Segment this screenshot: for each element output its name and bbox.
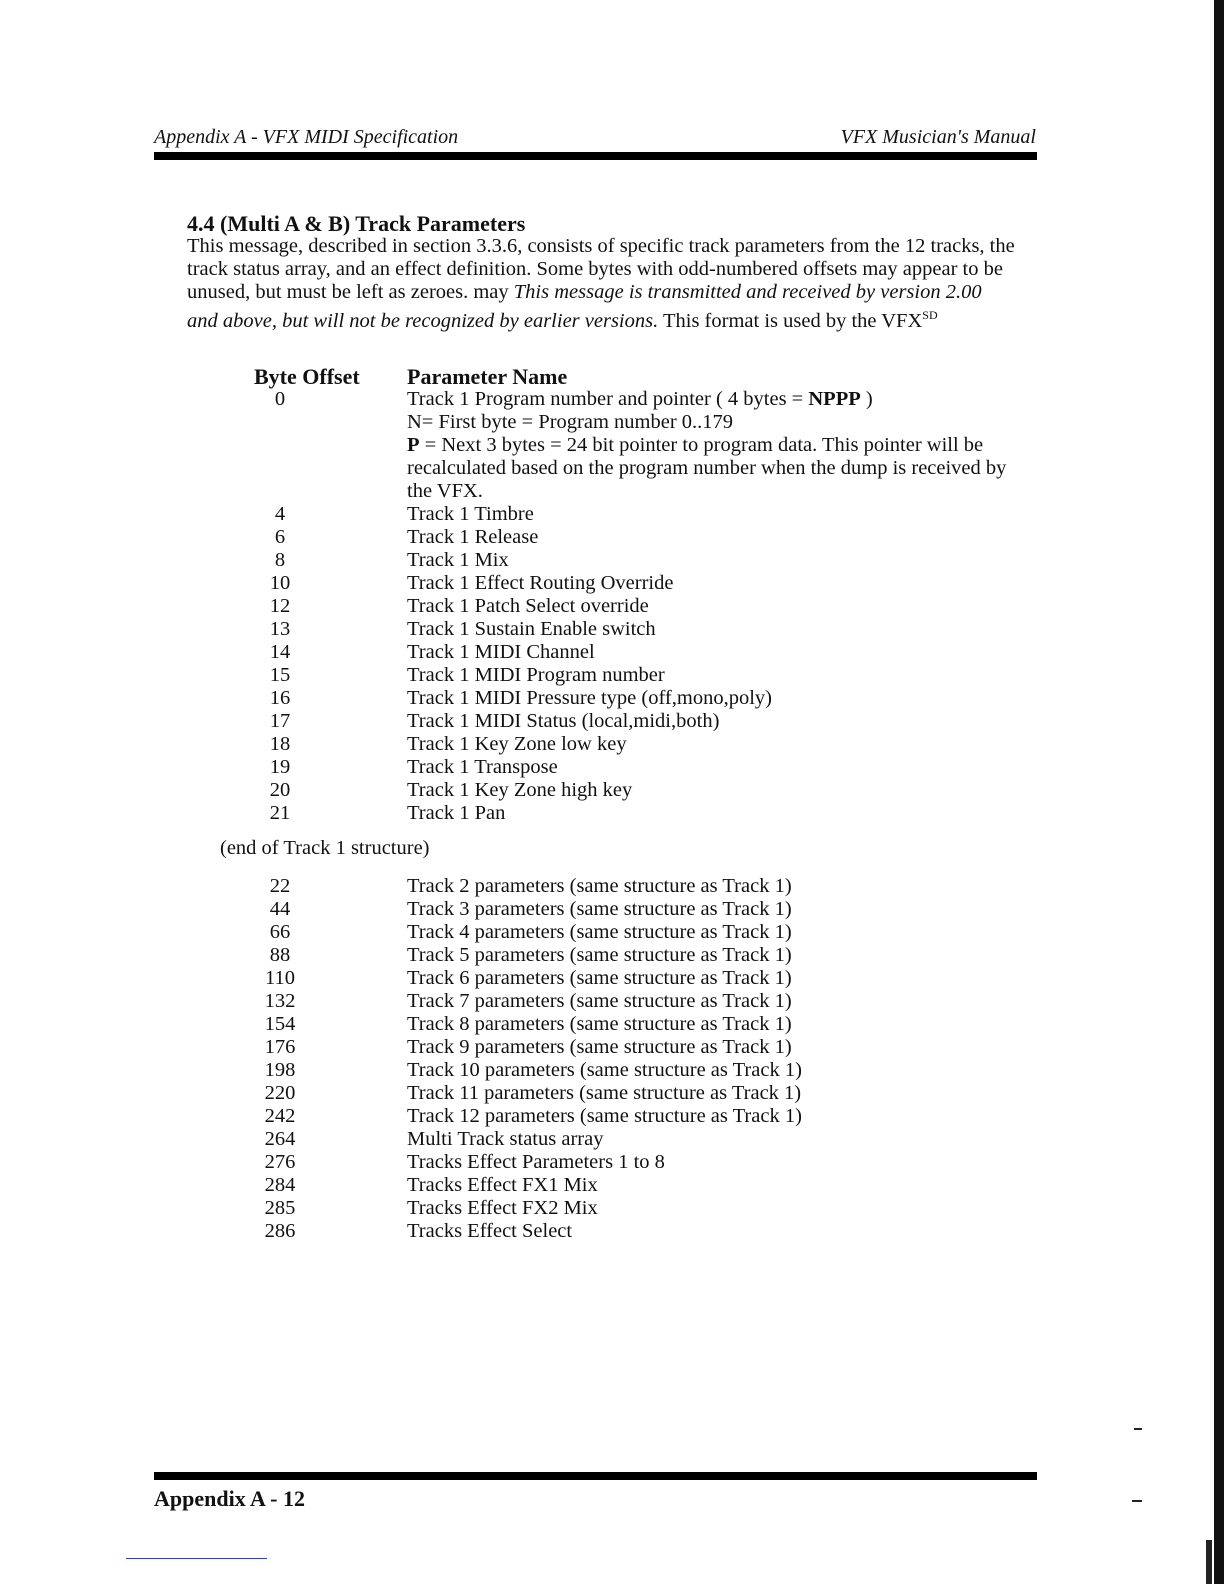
- row-offset: 0: [274, 388, 286, 410]
- table-row: [0, 1197, 1224, 1220]
- row-name: Track 1 Timbre: [407, 503, 534, 525]
- row-name: Track 1 MIDI Pressure type (off,mono,poly): [407, 687, 772, 709]
- row-name: Track 1 Effect Routing Override: [407, 572, 674, 594]
- row-name: Track 8 parameters (same structure as Track 1): [407, 1013, 792, 1035]
- row-name: Track 1 Release: [407, 526, 539, 548]
- row-name: Track 12 parameters (same structure as Track 1): [407, 1105, 802, 1127]
- row-detail-p: [407, 434, 1007, 503]
- table-row: [0, 779, 1224, 802]
- row-offset: 220: [264, 1082, 296, 1104]
- row-name: Track 1 MIDI Status (local,midi,both): [407, 710, 720, 732]
- header-left: Appendix A - VFX MIDI Specification: [154, 126, 459, 148]
- table-row: [0, 503, 1224, 526]
- row-offset: 15: [269, 664, 291, 686]
- row-offset: 154: [264, 1013, 296, 1035]
- row-name: Track 1 MIDI Channel: [407, 641, 595, 663]
- row-offset: 110: [265, 967, 295, 989]
- footer-rule: [154, 1472, 1037, 1480]
- scan-edge-bar: [1214, 0, 1224, 1584]
- table-row: [0, 388, 1224, 411]
- row-offset: 14: [269, 641, 291, 663]
- header-rule: [154, 152, 1037, 160]
- table-row: [0, 1013, 1224, 1036]
- scan-mark: [1134, 1428, 1142, 1430]
- row-name: Track 1 Key Zone high key: [407, 779, 633, 801]
- table-row: [0, 572, 1224, 595]
- table-row: [0, 921, 1224, 944]
- table-row: [0, 1059, 1224, 1082]
- row-offset: 4: [274, 503, 286, 525]
- table-row: [0, 526, 1224, 549]
- table-row: [0, 687, 1224, 710]
- table-row: [0, 618, 1224, 641]
- row-detail-p-text: = Next 3 bytes = 24 bit pointer to program data. This pointer will be recalculated based on the program number when the dump is received by the VFX.: [407, 434, 1007, 502]
- row-offset: 264: [264, 1128, 296, 1150]
- row-name: Track 2 parameters (same structure as Track 1): [407, 875, 792, 897]
- table-row: [0, 1105, 1224, 1128]
- table-row: [0, 898, 1224, 921]
- row-name: Track 7 parameters (same structure as Track 1): [407, 990, 792, 1012]
- row-offset: 198: [264, 1059, 296, 1081]
- row-detail-p-bold: P: [407, 434, 420, 456]
- table-row: [0, 1220, 1224, 1243]
- section-title: 4.4 (Multi A & B) Track Parameters: [187, 211, 526, 236]
- table-row: [0, 1082, 1224, 1105]
- scan-mark: [1132, 1500, 1142, 1502]
- table-row: [0, 875, 1224, 898]
- intro-italic-text: This message is transmitted and received by version 2.00 and above, but will not be recognized by earlier versions.: [187, 281, 982, 332]
- row-offset: 284: [264, 1174, 296, 1196]
- table-row: [0, 595, 1224, 618]
- row-name: Tracks Effect Parameters 1 to 8: [407, 1151, 665, 1173]
- link-underline: [126, 1558, 267, 1559]
- row-offset: 10: [269, 572, 291, 594]
- row-name-post: ): [860, 388, 873, 410]
- table-row: [0, 664, 1224, 687]
- row-offset: 17: [269, 710, 291, 732]
- page-number: Appendix A - 12: [154, 1486, 305, 1511]
- row-name: Track 9 parameters (same structure as Track 1): [407, 1036, 792, 1058]
- row-name: Tracks Effect Select: [407, 1220, 573, 1242]
- row-offset: 276: [264, 1151, 296, 1173]
- table-row: [0, 802, 1224, 825]
- row-offset: 12: [269, 595, 291, 617]
- table-row: [0, 733, 1224, 756]
- row-name: Track 6 parameters (same structure as Track 1): [407, 967, 792, 989]
- row-offset: 285: [264, 1197, 296, 1219]
- row-detail-n: N= First byte = Program number 0..179: [407, 411, 734, 433]
- column-header-name: Parameter Name: [407, 364, 568, 389]
- row-offset: 8: [274, 549, 286, 571]
- end-of-track1-note: (end of Track 1 structure): [220, 837, 430, 859]
- row-offset: 18: [269, 733, 291, 755]
- row-name: Tracks Effect FX2 Mix: [407, 1197, 598, 1219]
- row-name: Track 11 parameters (same structure as Track 1): [407, 1082, 802, 1104]
- table-row: [0, 1036, 1224, 1059]
- table-row: [0, 641, 1224, 664]
- intro-text: This message, described in section 3.3.6, consists of specific track parameters from the 12 tracks, the track status array, and an effect definition. Some bytes with odd-numbered offsets may appear to be unused, but must be left as zeroes. may: [187, 235, 1015, 303]
- row-name: Track 10 parameters (same structure as Track 1): [407, 1059, 802, 1081]
- table-row: [0, 1151, 1224, 1174]
- row-name: Track 5 parameters (same structure as Track 1): [407, 944, 792, 966]
- row-name: Track 1 Key Zone low key: [407, 733, 627, 755]
- row-offset: 19: [269, 756, 291, 778]
- row-name: [407, 388, 873, 411]
- scan-mark: [1206, 1540, 1212, 1584]
- row-offset: 20: [269, 779, 291, 801]
- table-row: [0, 944, 1224, 967]
- table-row: [0, 756, 1224, 779]
- row-offset: 21: [269, 802, 291, 824]
- row-name: Track 1 Pan: [407, 802, 506, 824]
- row-offset: 132: [264, 990, 296, 1012]
- row-offset: 13: [269, 618, 291, 640]
- row-name: Tracks Effect FX1 Mix: [407, 1174, 598, 1196]
- row-name-pre: Track 1 Program number and pointer ( 4 bytes =: [407, 388, 809, 410]
- row-offset: 22: [269, 875, 291, 897]
- table-row: [0, 967, 1224, 990]
- header-right: VFX Musician's Manual: [840, 126, 1036, 148]
- intro-superscript: SD: [922, 308, 938, 322]
- table-row: [0, 1174, 1224, 1197]
- row-offset: 286: [264, 1220, 296, 1242]
- row-offset: 16: [269, 687, 291, 709]
- row-name-bold: NPPP: [808, 388, 861, 410]
- row-offset: 66: [269, 921, 291, 943]
- intro-tail-text: This format is used by the VFX: [658, 309, 923, 332]
- row-offset: 88: [269, 944, 291, 966]
- row-name: Track 1 MIDI Program number: [407, 664, 665, 686]
- row-offset: 6: [274, 526, 286, 548]
- row-name: Track 4 parameters (same structure as Track 1): [407, 921, 792, 943]
- column-header-offset: Byte Offset: [254, 364, 360, 389]
- row-name: Track 1 Sustain Enable switch: [407, 618, 656, 640]
- row-name: Track 3 parameters (same structure as Track 1): [407, 898, 792, 920]
- row-name: Multi Track status array: [407, 1128, 604, 1150]
- table-row: [0, 710, 1224, 733]
- section-intro: [187, 235, 1017, 333]
- row-name: Track 1 Patch Select override: [407, 595, 649, 617]
- row-offset: 242: [264, 1105, 296, 1127]
- table-row: [0, 990, 1224, 1013]
- table-row: [0, 549, 1224, 572]
- row-offset: 44: [269, 898, 291, 920]
- row-offset: 176: [264, 1036, 296, 1058]
- row-name: Track 1 Mix: [407, 549, 509, 571]
- row-name: Track 1 Transpose: [407, 756, 558, 778]
- table-row: [0, 1128, 1224, 1151]
